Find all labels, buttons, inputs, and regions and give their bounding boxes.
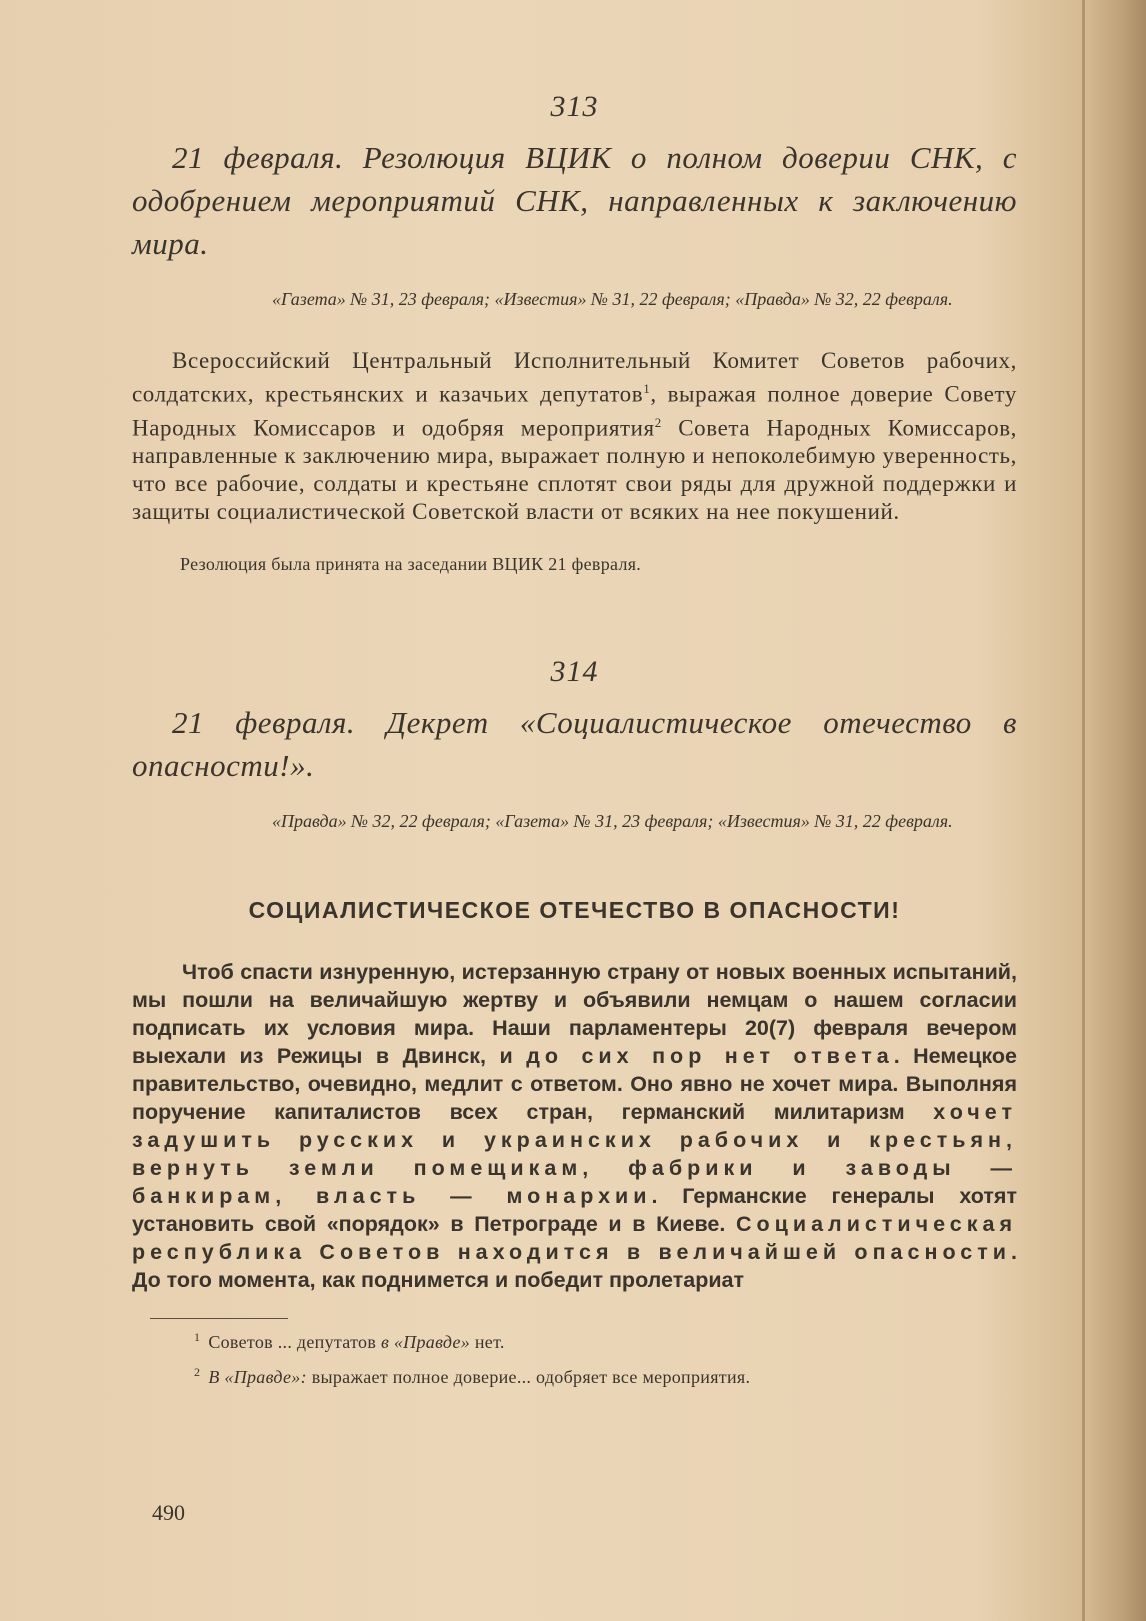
spaced-emphasis: Социалистическая республика Советов находится в величайшей опасности — [132, 1212, 1017, 1265]
footnote-text: выражает полное доверие... одобряет все мероприятия. — [306, 1367, 751, 1388]
page-edge-shadow — [1086, 0, 1146, 1621]
decree-text-segment: . Германские генералы хотят установить свой «порядок» в Петрограде и в Киеве. — [132, 1184, 1017, 1237]
footnote-mark: 1 — [194, 1330, 201, 1345]
footnote-mark: 2 — [194, 1365, 201, 1380]
document-heading: 21 февраля. Резолюция ВЦИК о полном доверии СНК, с одобрением мероприятий СНК, направленных к заключению мира. — [132, 140, 1017, 261]
footnote-2 — [194, 1360, 1017, 1389]
document-source: «Правда» № 32, 22 февраля; «Газета» № 31, 23 февраля; «Известия» № 31, 22 февраля. — [272, 811, 953, 832]
page-content — [132, 90, 1017, 1389]
resolution-text-part3: Совета Народных Комиссаров, направленные к заключению мира, выражает полную и непоколебимую уверенность, что все рабочие, солдаты и крестьяне сплотят свои ряды для дружной поддержки и защиты социалистической Советской власти от всяких на нее покушений. — [132, 415, 1018, 525]
footnote-italic: В «Правде»: — [208, 1367, 307, 1388]
spaced-emphasis: до сих пор нет ответа — [526, 1044, 894, 1069]
footnote-1 — [194, 1325, 1017, 1354]
footnote-ref: 1 — [643, 381, 651, 396]
footnote-rule — [150, 1318, 288, 1319]
spacer — [132, 575, 1017, 655]
page-number: 490 — [152, 1500, 185, 1525]
document-number: 314 — [550, 655, 599, 689]
editorial-note: Резолюция была принята на заседании ВЦИК 21 февраля. — [180, 554, 642, 575]
footnote-text: нет. — [470, 1332, 505, 1353]
document-source: «Газета» № 31, 23 февраля; «Известия» № 31, 22 февраля; «Правда» № 32, 22 февраля. — [272, 289, 953, 309]
document-heading: 21 февраля. Декрет «Социалистическое отечество в опасности!». — [132, 705, 1017, 784]
document-number: 313 — [550, 90, 599, 123]
resolution-text-part1: Всероссийский Центральный Исполнительный Комитет Советов рабочих, солдатских, крестьянских и казачьих депутатов — [132, 348, 1017, 407]
resolution-text — [132, 347, 1017, 526]
footnote-italic: в «Правде» — [380, 1332, 471, 1353]
decree-text-segment: Чтоб спасти изнуренную, истерзанную страну от новых военных испытаний, мы пошли на величайшую жертву и объявили немцам о нашем согласии подписать их условия мира. Наши парламентеры 20(7) февраля вечером выехали из Режицы в Двинск, и — [132, 960, 1017, 1069]
document-313 — [132, 90, 1017, 575]
footnote-ref: 2 — [654, 414, 662, 430]
decree-text — [132, 958, 1017, 1294]
resolution-text-part2: , выражая полное доверие Совету Народных Комиссаров и одобряя мероприятия — [132, 381, 1017, 441]
page-fold-line — [1082, 0, 1085, 1621]
spaced-emphasis: хочет задушить русских и украинских рабочих и крестьян, вернуть земли помещикам, фабрики и заводы — банкирам, власть — монархии — [132, 1100, 1017, 1209]
document-314 — [132, 655, 1017, 1294]
decree-title: СОЦИАЛИСТИЧЕСКОЕ ОТЕЧЕСТВО В ОПАСНОСТИ! — [248, 897, 901, 924]
decree-text-segment: . Немецкое правительство, очевидно, медлит с ответом. Оно явно не хочет мира. Выполняя поручение капиталистов всех стран, германский милитаризм — [132, 1044, 1018, 1125]
footnote-text: Советов ... депутатов — [208, 1332, 381, 1353]
decree-text-segment: . До того момента, как поднимется и победит пролетариат — [132, 1240, 1017, 1293]
